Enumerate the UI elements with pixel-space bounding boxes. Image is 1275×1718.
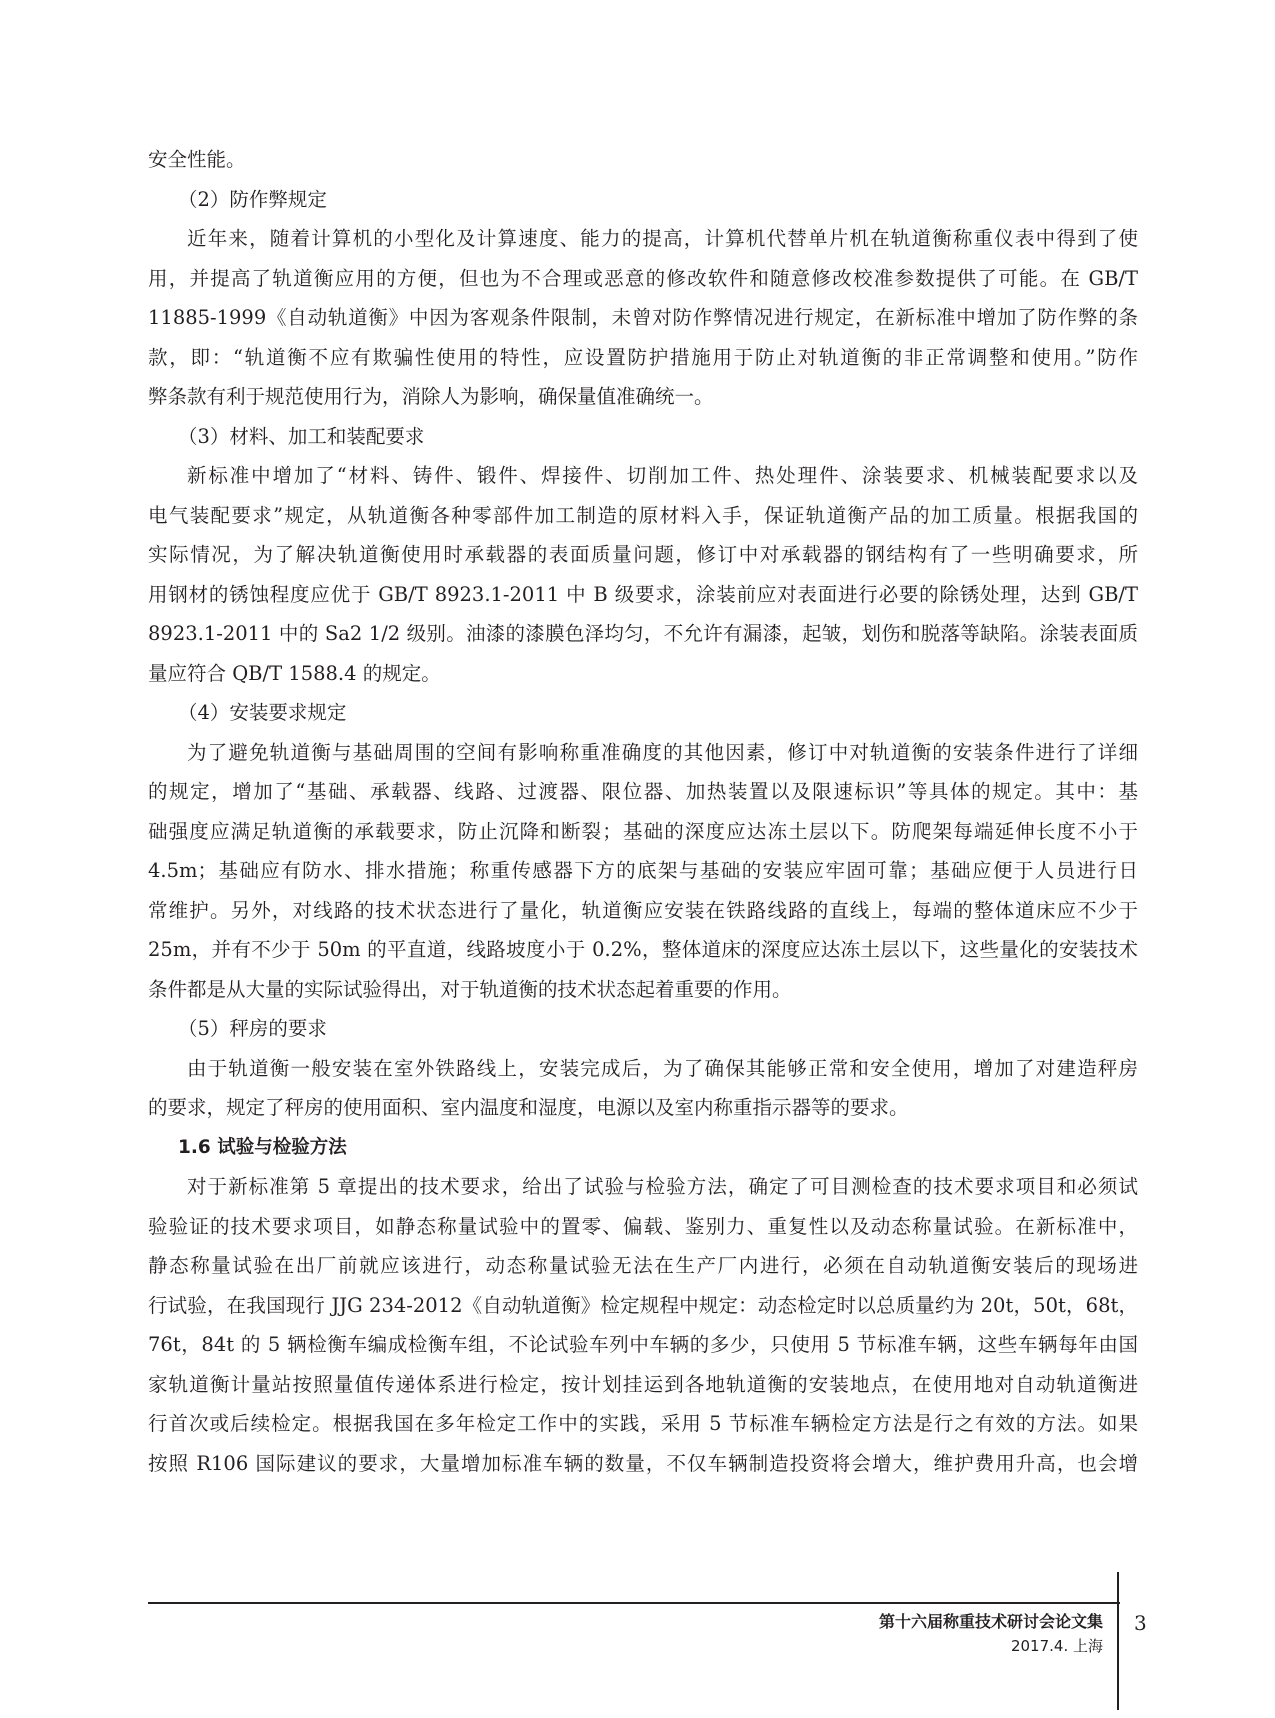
text-line: 4.5m；基础应有防水、排水措施；称重传感器下方的底架与基础的安装应牢固可靠；基础应便于人员进行日 — [148, 859, 1138, 882]
text-line: 安全性能。 — [148, 148, 246, 171]
text-line: 近年来，随着计算机的小型化及计算速度、能力的提高，计算机代替单片机在轨道衡称重仪表中得到了使 — [187, 227, 1138, 250]
footer-proceedings-title: 第十六届称重技术研讨会论文集 — [878, 1612, 1103, 1631]
text-line: 的要求，规定了秤房的使用面积、室内温度和湿度，电源以及室内称重指示器等的要求。 — [148, 1096, 909, 1119]
text-line: 常维护。另外，对线路的技术状态进行了量化，轨道衡应安装在铁路线路的直线上，每端的整体道床应不少于 — [148, 898, 1138, 922]
text-line: 的规定，增加了“基础、承载器、线路、过渡器、限位器、加热装置以及限速标识”等具体的规定。其中：基 — [148, 780, 1138, 803]
subsection-heading: （4）安装要求规定 — [178, 701, 347, 724]
text-line: 8923.1-2011 中的 Sa2 1/2 级别。油漆的漆膜色泽均匀，不允许有漏漆，起皱，划伤和脱落等缺陷。涂装表面质 — [148, 622, 1138, 645]
text-line: 条件都是从大量的实际试验得出，对于轨道衡的技术状态起着重要的作用。 — [148, 977, 792, 1001]
text-line: 对于新标准第 5 章提出的技术要求，给出了试验与检验方法，确定了可目测检查的技术要求项目和必须试 — [187, 1175, 1138, 1198]
text-line: 由于轨道衡一般安装在室外铁路线上，安装完成后，为了确保其能够正常和安全使用，增加了对建造秤房 — [187, 1056, 1138, 1080]
text-line: 新标准中增加了“材料、铸件、锻件、焊接件、切削加工件、热处理件、涂装要求、机械装配要求以及 — [187, 464, 1138, 487]
body-text — [148, 140, 1138, 1483]
section-heading: 1.6 试验与检验方法 — [178, 1136, 347, 1158]
page-number: 3 — [1134, 1611, 1147, 1635]
text-line: 量应符合 QB/T 1588.4 的规定。 — [148, 661, 441, 685]
text-line: 用钢材的锈蚀程度应优于 GB/T 8923.1-2011 中 B 级要求，涂装前应对表面进行必要的除锈处理，达到 GB/T — [148, 582, 1138, 606]
text-line: 静态称量试验在出厂前就应该进行，动态称量试验无法在生产厂内进行，必须在自动轨道衡安装后的现场进 — [148, 1254, 1138, 1277]
text-line: 础强度应满足轨道衡的承载要求，防止沉降和断裂；基础的深度应达冻土层以下。防爬架每端延伸长度不小于 — [148, 819, 1138, 843]
text-line: 实际情况，为了解决轨道衡使用时承载器的表面质量问题，修订中对承载器的钢结构有了一些明确要求，所 — [148, 543, 1138, 566]
text-line: 电气装配要求”规定，从轨道衡各种零部件加工制造的原材料入手，保证轨道衡产品的加工质量。根据我国的 — [148, 503, 1138, 527]
text-line: 25m，并有不少于 50m 的平直道，线路坡度小于 0.2%，整体道床的深度应达冻土层以下，这些量化的安装技术 — [148, 938, 1138, 961]
text-line: 为了避免轨道衡与基础周围的空间有影响称重准确度的其他因素，修订中对轨道衡的安装条件进行了详细 — [187, 740, 1138, 764]
text-line: 11885-1999《自动轨道衡》中因为客观条件限制，未曾对防作弊情况进行规定，在新标准中增加了防作弊的条 — [148, 306, 1138, 329]
subsection-heading: （2）防作弊规定 — [178, 187, 327, 211]
subsection-heading: （5）秤房的要求 — [178, 1017, 327, 1040]
text-line: 弊条款有利于规范使用行为，消除人为影响，确保量值准确统一。 — [148, 385, 714, 408]
footer-vertical-divider — [1117, 1572, 1119, 1710]
text-line: 款，即：“轨道衡不应有欺骗性使用的特性，应设置防护措施用于防止对轨道衡的非正常调整和使用。”防作 — [148, 345, 1138, 369]
text-line: 76t，84t 的 5 辆检衡车编成检衡车组，不论试验车列中车辆的多少，只使用 5 节标准车辆，这些车辆每年由国 — [148, 1333, 1138, 1356]
text-line: 家轨道衡计量站按照量值传递体系进行检定，按计划挂运到各地轨道衡的安装地点，在使用地对自动轨道衡进 — [148, 1372, 1138, 1396]
text-line: 行试验，在我国现行 JJG 234-2012《自动轨道衡》检定规程中规定：动态检定时以总质量约为 20t，50t，68t， — [148, 1293, 1138, 1317]
footer-date-location: 2017.4. 上海 — [1010, 1637, 1103, 1655]
footer-divider — [148, 1602, 1120, 1604]
subsection-heading: （3）材料、加工和装配要求 — [178, 424, 425, 448]
text-line: 用，并提高了轨道衡应用的方便，但也为不合理或恶意的修改软件和随意修改校准参数提供了可能。在 GB/T — [148, 266, 1138, 290]
text-line: 验验证的技术要求项目，如静态称量试验中的置零、偏载、鉴别力、重复性以及动态称量试验。在新标准中， — [148, 1214, 1138, 1238]
text-line: 按照 R106 国际建议的要求，大量增加标准车辆的数量，不仅车辆制造投资将会增大，维护费用升高，也会增 — [148, 1451, 1138, 1475]
text-line: 行首次或后续检定。根据我国在多年检定工作中的实践，采用 5 节标准车辆检定方法是行之有效的方法。如果 — [148, 1412, 1138, 1435]
